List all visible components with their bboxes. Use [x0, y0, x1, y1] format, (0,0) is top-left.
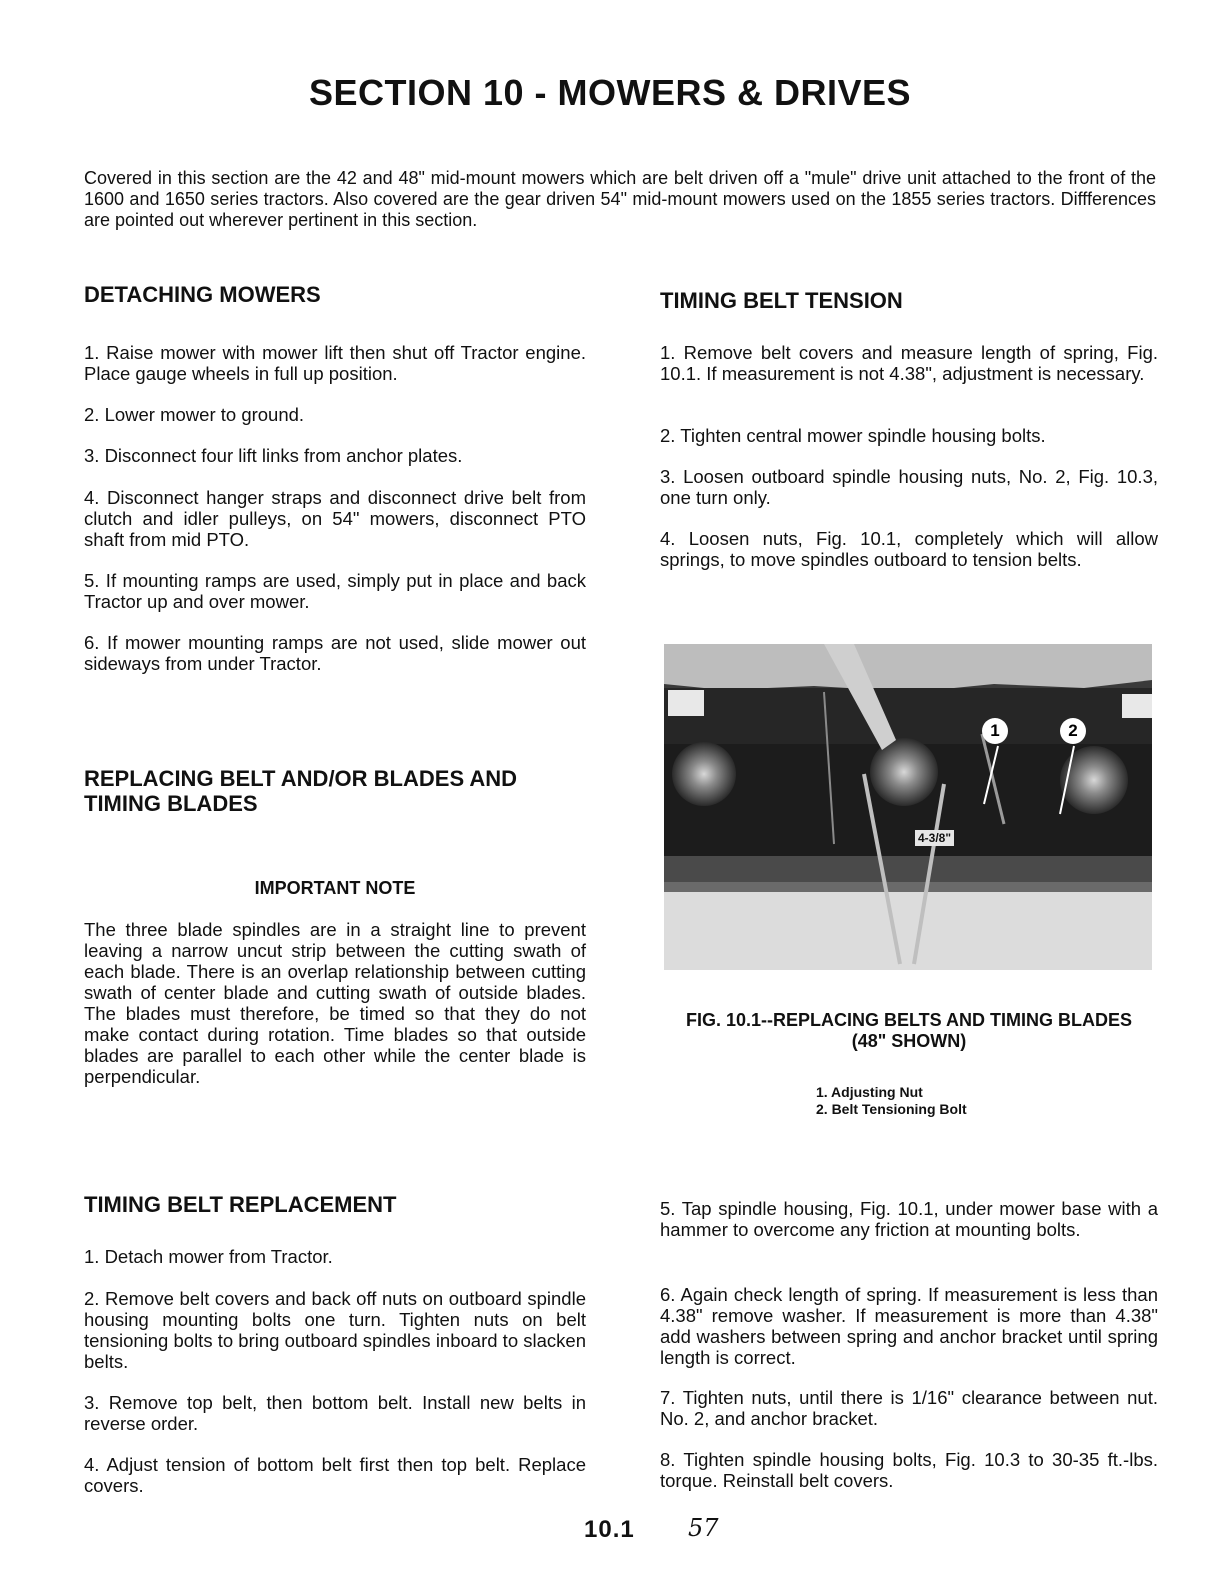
- tension-step-5: 5. Tap spindle housing, Fig. 10.1, under mower base with a hammer to overcome any friction at mounting bolts.: [660, 1198, 1158, 1240]
- replacing-heading: [84, 766, 586, 816]
- figure-measure-label: 4-3/8": [915, 830, 954, 846]
- replacing-heading-line-1: REPLACING BELT AND/OR BLADES AND: [84, 766, 518, 791]
- detaching-heading: DETACHING MOWERS: [84, 282, 321, 307]
- detaching-step-1: 1. Raise mower with mower lift then shut off Tractor engine. Place gauge wheels in full up position.: [84, 342, 586, 384]
- figure-legend: [816, 1084, 967, 1118]
- page-number: 10.1: [584, 1516, 635, 1543]
- tension-step-7: 7. Tighten nuts, until there is 1/16" clearance between nut. No. 2, and anchor bracket.: [660, 1387, 1158, 1429]
- figure-callout-1: 1: [982, 718, 1008, 744]
- figure-caption-line-2: (48" SHOWN): [851, 1031, 967, 1051]
- detaching-step-4: 4. Disconnect hanger straps and disconnect drive belt from clutch and idler pulleys, on 54" mowers, disconnect PTO shaft from mid PTO.: [84, 487, 586, 550]
- tension-step-8: 8. Tighten spindle housing bolts, Fig. 10.3 to 30-35 ft.-lbs. torque. Reinstall belt covers.: [660, 1449, 1158, 1491]
- replacement-step-3: 3. Remove top belt, then bottom belt. Install new belts in reverse order.: [84, 1392, 586, 1434]
- replacement-step-4: 4. Adjust tension of bottom belt first then top belt. Replace covers.: [84, 1454, 586, 1496]
- replacement-step-2: 2. Remove belt covers and back off nuts on outboard spindle housing mounting bolts one turn. Tighten nuts on belt tensioning bolts to bring outboard spindles inboard to slacken belts.: [84, 1288, 586, 1372]
- figure-caption: [640, 1010, 1178, 1052]
- tension-step-6: 6. Again check length of spring. If measurement is less than 4.38" remove washer. If measurement is more than 4.38" add washers between spring and anchor bracket until spring length is correct.: [660, 1284, 1158, 1368]
- page-title: SECTION 10 - MOWERS & DRIVES: [308, 72, 912, 113]
- tension-step-4: 4. Loosen nuts, Fig. 10.1, completely which will allow springs, to move spindles outboard to tension belts.: [660, 528, 1158, 570]
- figure-legend-item: 1. Adjusting Nut: [816, 1084, 923, 1100]
- tension-step-2: 2. Tighten central mower spindle housing bolts.: [660, 425, 1046, 446]
- figure-callout-2: 2: [1060, 718, 1086, 744]
- detaching-step-3: 3. Disconnect four lift links from anchor plates.: [84, 445, 463, 466]
- tension-heading: TIMING BELT TENSION: [660, 288, 903, 313]
- detaching-step-6: 6. If mower mounting ramps are not used, slide mower out sideways from under Tractor.: [84, 632, 586, 674]
- important-note-text: The three blade spindles are in a straight line to prevent leaving a narrow uncut strip between the cutting swath of each blade. There is an overlap relationship between cutting swath of center blade and cutting swath of outside blades. The blades must therefore, be timed so that they do not make contact during rotation. Time blades so that outside blades are parallel to each other while the center blade is perpendicular.: [84, 919, 586, 1087]
- tension-step-3: 3. Loosen outboard spindle housing nuts, No. 2, Fig. 10.3, one turn only.: [660, 466, 1158, 508]
- intro-paragraph: Covered in this section are the 42 and 48" mid-mount mowers which are belt driven off a "mule" drive unit attached to the front of the 1600 and 1650 series tractors. Also covered are the gear driven 54" mid-mount mowers used on the 1855 series tractors. Diffferences are pointed out wherever pertinent in this section.: [84, 168, 1156, 230]
- replacement-step-1: 1. Detach mower from Tractor.: [84, 1246, 333, 1267]
- important-note-title: IMPORTANT NOTE: [254, 878, 416, 898]
- handwritten-page-number: 57: [688, 1514, 719, 1542]
- figure-photo: [664, 644, 1152, 970]
- detaching-step-5: 5. If mounting ramps are used, simply put in place and back Tractor up and over mower.: [84, 570, 586, 612]
- figure-legend-item: 2. Belt Tensioning Bolt: [816, 1101, 967, 1117]
- figure-caption-line-1: FIG. 10.1--REPLACING BELTS AND TIMING BLADES: [685, 1010, 1133, 1030]
- detaching-step-2: 2. Lower mower to ground.: [84, 404, 305, 425]
- replacing-heading-line-2: TIMING BLADES: [84, 791, 258, 816]
- replacement-heading: TIMING BELT REPLACEMENT: [84, 1192, 397, 1217]
- tension-step-1: 1. Remove belt covers and measure length of spring, Fig. 10.1. If measurement is not 4.38", adjustment is necessary.: [660, 342, 1158, 384]
